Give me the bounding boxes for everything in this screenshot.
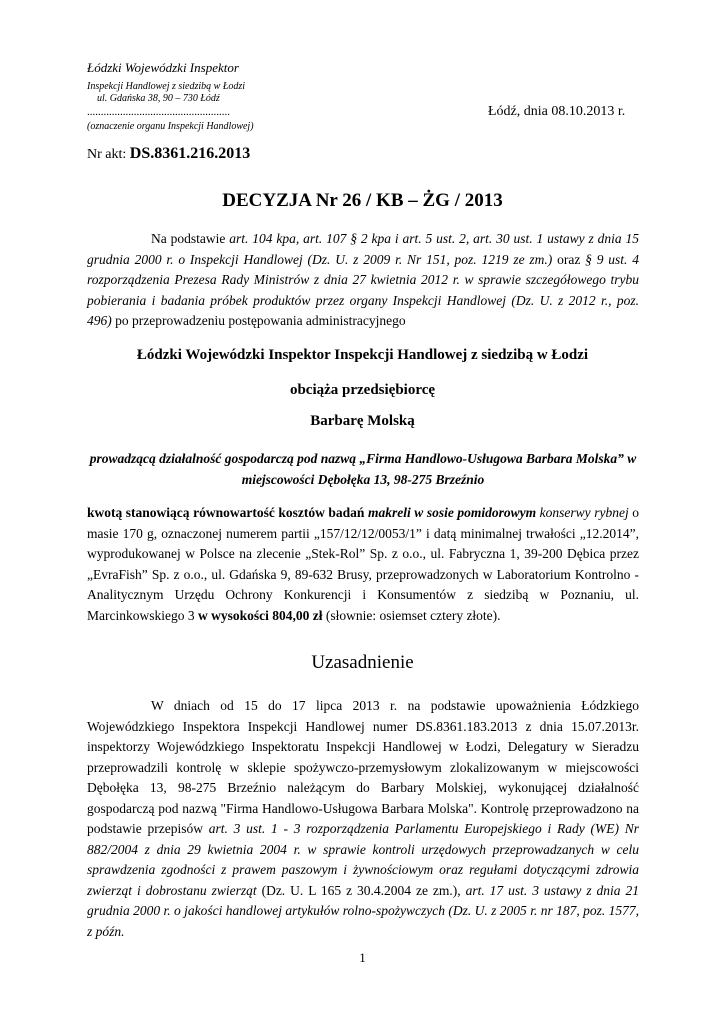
legal-basis-text-1: Na podstawie — [151, 231, 230, 246]
amount-paragraph — [87, 503, 639, 626]
justification-heading: Uzasadnienie — [311, 652, 414, 673]
amount-text-bold-1: kwotą stanowiącą równowartość kosztów badań — [87, 505, 368, 520]
case-number-value: DS.8361.216.2013 — [129, 145, 251, 162]
issuer-name: Łódzki Wojewódzki Inspektor — [87, 60, 239, 75]
amount-text-2: (słownie: osiemset cztery złote). — [322, 607, 501, 623]
decision-title: DECYZJA Nr 26 / KB – ŻG / 2013 — [222, 190, 503, 211]
legal-basis-paragraph — [87, 229, 639, 332]
justification-citation-1: art. 3 ust. 1 - 3 rozporządzenia Parlamentu Europejskiego i Rady (WE) Nr 882/2004 z dnia 29 kwietnia 2004 r. w sprawie kontroli urzędowych przeprowadzanych w celu sprawdzenia zgodności z prawem paszowym i żywnościowym oraz regułami dotyczącymi zdrowia zwierząt i dobrostanu zwierząt — [87, 821, 639, 898]
justification-text-1: W dniach od 15 do 17 lipca 2013 r. na podstawie upoważnienia Łódzkiego Wojewódzkiego Inspektora Inspekcji Handlowej numer DS.8361.183.2013 z dnia 15.07.2013r. inspektorzy Wojewódzkiego Inspektoratu Inspekcji Handlowej w Łodzi, Delegatury w Sieradzu przeprowadzili kontrolę w sklepie spożywczo-przemysłowym zlokalizowanym w miejscowości Dębołęka 13, 98-275 Brzeźnio należącym do Barbary Molskiej, wykonującej działalność gospodarczą pod nazwą "Firma Handlowo-Usługowa Barbara Molska". Kontrolę przeprowadzono na podstawie przepisów — [87, 698, 639, 836]
place-date: Łódź, dnia 08.10.2013 r. — [488, 104, 626, 119]
page-number: 1 — [359, 950, 366, 965]
justification-citation-2: art. 17 ust. 3 ustawy z dnia 21 grudnia 2000 r. o jakości handlowej artykułów rolno-spożywczych (Dz. U. z 2005 r. nr 187, poz. 1577, z późn. — [87, 882, 640, 939]
organ-note: (oznaczenie organu Inspekcji Handlowej) — [87, 121, 254, 132]
legal-basis-text-2: oraz — [552, 251, 586, 267]
legal-basis-citation-2: § 9 ust. 4 rozporządzenia Prezesa Rady Ministrów z dnia 27 kwietnia 2012 r. w sprawie szczegółowego trybu pobierania i badania próbek produktów przez organy Inspekcji Handlowej (Dz. U. z 2012 r., poz. 496) — [87, 251, 639, 328]
organ-dotted-line: .................................................... — [87, 106, 230, 118]
legal-basis-text-3: po przeprowadzeniu postępowania administracyjnego — [111, 313, 406, 328]
issuer-address-line-1: Inspekcji Handlowej z siedzibą w Łodzi — [87, 81, 246, 92]
issuer-address-line-2: ul. Gdańska 38, 90 – 730 Łódź — [97, 93, 220, 104]
decision-action: obciąża przedsiębiorcę — [289, 382, 436, 398]
amount-product-name: makreli w sosie pomidorowym — [367, 505, 537, 520]
case-number — [87, 145, 250, 163]
decision-issuer: Łódzki Wojewódzki Inspektor Inspekcji Handlowej z siedzibą w Łodzi — [136, 347, 589, 363]
case-number-label: Nr akt: — [87, 147, 127, 162]
amount-text-1: o masie 170 g, oznaczonej numerem partii „157/12/12/0053/1” i datą minimalnej trwałości „12.2014”, wyprodukowanej w Polsce na zlecenie „Stek-Rol” Sp. z o.o., ul. Fabryczna 1, 39-200 Dębica przez „EvraFish” Sp. z o.o., ul. Gdańska 9, 89-632 Brusy, przeprowadzonych w Laboratorium Kontrolno - Analitycznym Urzędu Ochrony Konkurencji i Konsumentów z siedzibą w Poznaniu, ul. Marcinkowskiego 3 — [87, 505, 639, 623]
decision-person: Barbarę Molską — [310, 413, 415, 429]
amount-product-type: konserwy rybnej — [536, 505, 629, 520]
justification-text-2: (Dz. U. L 165 z 30.4.2004 ze zm.), — [256, 882, 466, 898]
legal-basis-citation-1: art. 104 kpa, art. 107 § 2 kpa i art. 5 ust. 2, art. 30 ust. 1 ustawy z dnia 15 grudnia 2000 r. o Inspekcji Handlowej (Dz. U. z 2009 r. Nr 151, poz. 1219 ze zm.) — [87, 231, 639, 267]
justification-paragraph — [87, 696, 639, 942]
amount-value: w wysokości 804,00 zł — [197, 607, 323, 623]
business-description: prowadzącą działalność gospodarczą pod nazwą „Firma Handlowo-Usługowa Barbara Molska” w miejscowości Dębołęka 13, 98-275 Brzeźnio — [89, 451, 637, 487]
